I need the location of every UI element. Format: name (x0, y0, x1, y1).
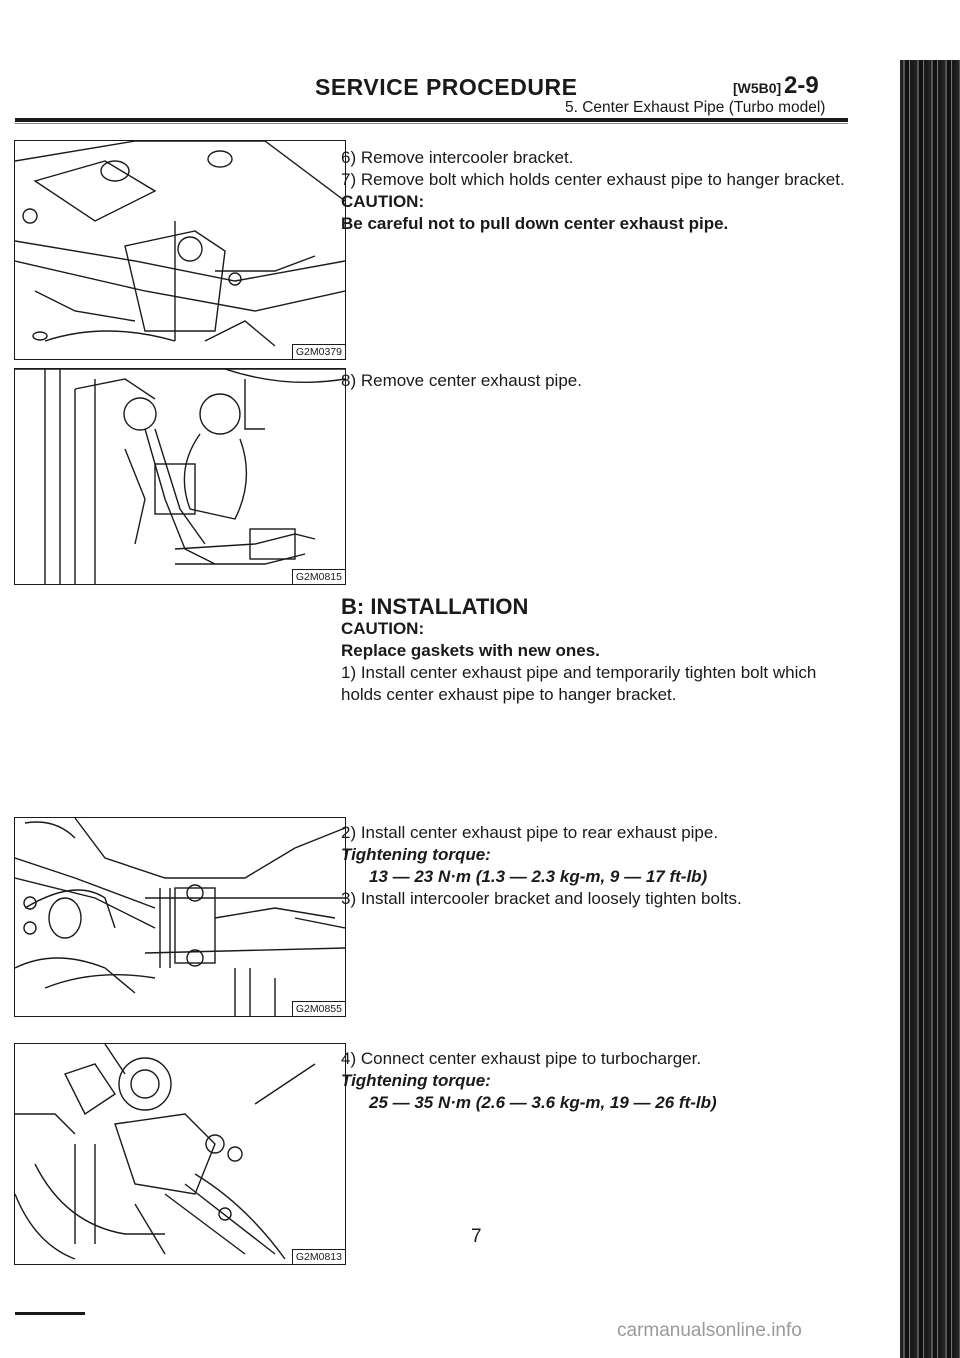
figure-drawing (15, 141, 345, 359)
installation-heading: B: INSTALLATION (341, 594, 529, 619)
torque-value-2: 25 — 35 N·m (2.6 — 3.6 kg-m, 19 — 26 ft-lb) (369, 1093, 717, 1112)
install-step-4: 4) Connect center exhaust pipe to turbocharger. (341, 1049, 702, 1068)
install-step-2: 2) Install center exhaust pipe to rear exhaust pipe. (341, 823, 719, 842)
watermark: carmanualsonline.info (617, 1320, 802, 1341)
scan-edge-shadow (900, 60, 960, 1358)
header-rule (15, 118, 848, 122)
page-title: SERVICE PROCEDURE (315, 74, 578, 100)
installation-caution-label: CAUTION: (341, 619, 425, 638)
removal-step-8 (341, 370, 851, 392)
figure-label: G2M0855 (292, 1001, 345, 1016)
figure-label: G2M0379 (292, 344, 345, 359)
header-rule-thin (15, 123, 848, 124)
removal-steps-6-7 (341, 147, 851, 235)
page-folio: 7 (471, 1226, 482, 1247)
section-subtitle: 5. Center Exhaust Pipe (Turbo model) (565, 99, 826, 116)
figure-label: G2M0813 (292, 1249, 345, 1264)
install-step-4-block (341, 1048, 851, 1114)
installation-section (341, 596, 851, 706)
caution-label: CAUTION: (341, 192, 425, 211)
step-8: 8) Remove center exhaust pipe. (341, 371, 582, 390)
installation-caution-text: Replace gaskets with new ones. (341, 641, 600, 660)
figure-drawing (15, 369, 345, 584)
section-code: [W5B0] (733, 80, 782, 96)
figure-remove-pipe (14, 368, 346, 585)
caution-text: Be careful not to pull down center exhaust pipe. (341, 214, 729, 233)
figure-turbocharger (14, 1043, 346, 1265)
figure-drawing (15, 818, 345, 1016)
bottom-mark (15, 1312, 85, 1315)
install-steps-2-3 (341, 822, 851, 910)
figure-label: G2M0815 (292, 569, 345, 584)
torque-label-2: Tightening torque: (341, 1071, 491, 1090)
install-step-3: 3) Install intercooler bracket and loosely tighten bolts. (341, 889, 742, 908)
figure-drawing (15, 1044, 345, 1264)
step-7: 7) Remove bolt which holds center exhaust pipe to hanger bracket. (341, 170, 845, 189)
torque-value-1: 13 — 23 N·m (1.3 — 2.3 kg-m, 9 — 17 ft-lb) (369, 867, 708, 886)
step-6: 6) Remove intercooler bracket. (341, 148, 574, 167)
figure-intercooler-bracket (14, 140, 346, 360)
install-step-1: 1) Install center exhaust pipe and temporarily tighten bolt which holds center exhaust pipe to hanger bracket. (341, 663, 817, 704)
figure-rear-pipe (14, 817, 346, 1017)
torque-label-1: Tightening torque: (341, 845, 491, 864)
page-number: 2-9 (784, 72, 819, 99)
